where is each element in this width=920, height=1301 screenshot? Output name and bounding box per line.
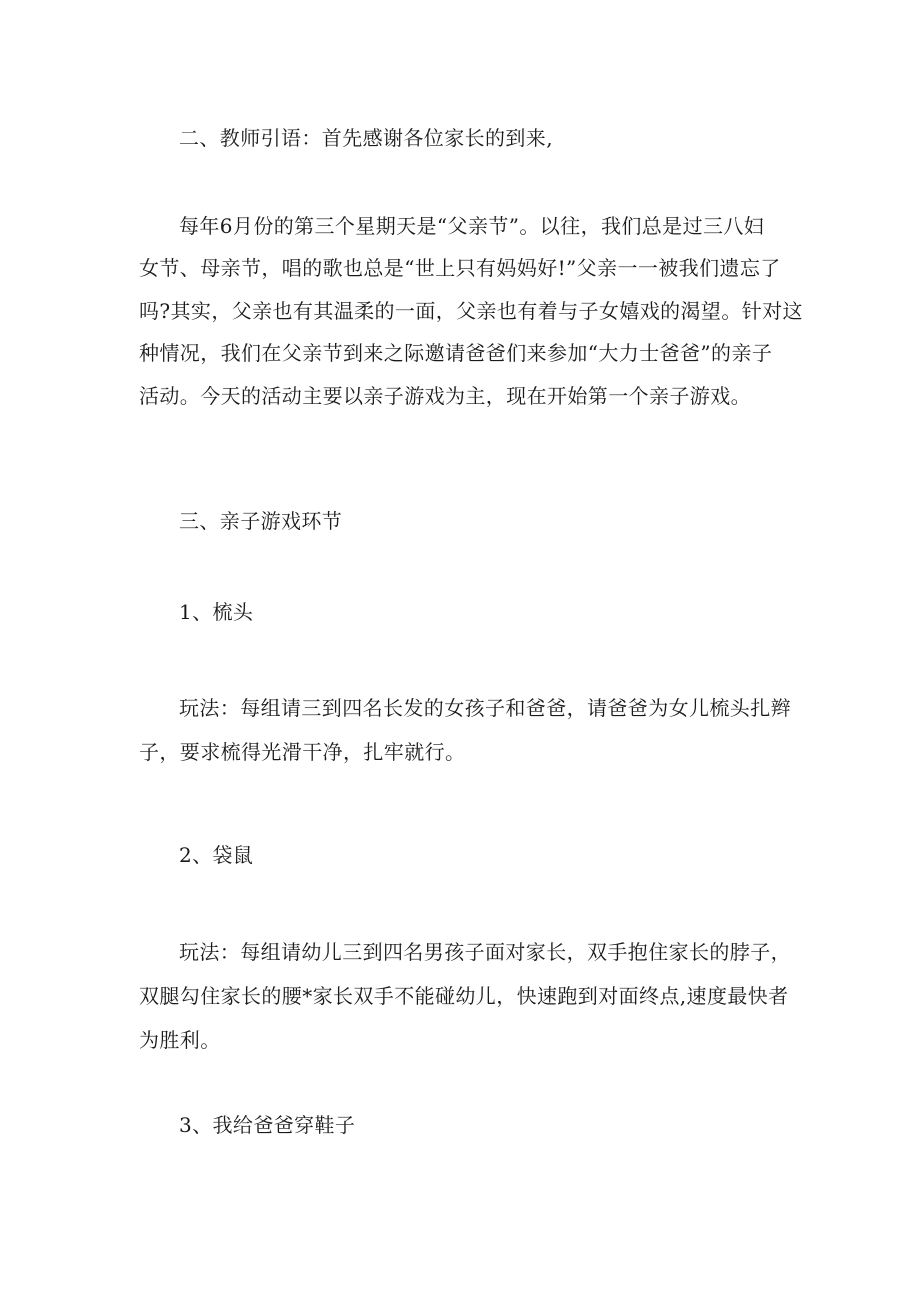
game2-title: 2、袋鼠: [179, 843, 254, 867]
game2-rules-line-2: 双腿勾住家长的腰*家长双手不能碰幼儿，快速跑到对面终点,速度最快者: [139, 984, 789, 1008]
game3-title: 3、我给爸爸穿鞋子: [179, 1113, 356, 1137]
intro-paragraph-line-1: 每年6月份的第三个星期天是“父亲节”。以往，我们总是过三八妇: [179, 214, 765, 238]
game1-title: 1、梳头: [179, 600, 254, 624]
game1-rules-line-2: 子，要求梳得光滑干净，扎牢就行。: [139, 740, 466, 764]
game1-rules-line-1: 玩法：每组请三到四名长发的女孩子和爸爸，请爸爸为女儿梳头扎辫: [179, 696, 791, 720]
section3-heading: 三、亲子游戏环节: [179, 509, 343, 533]
game2-rules-line-1: 玩法：每组请幼儿三到四名男孩子面对家长，双手抱住家长的脖子，: [179, 940, 791, 964]
game2-rules-line-3: 为胜利。: [139, 1028, 221, 1052]
intro-paragraph-line-5: 活动。今天的活动主要以亲子游戏为主，现在开始第一个亲子游戏。: [139, 384, 751, 408]
section2-heading: 二、教师引语：首先感谢各位家长的到来,: [179, 126, 553, 150]
intro-paragraph-line-4: 种情况，我们在父亲节到来之际邀请爸爸们来参加“大力士爸爸”的亲子: [139, 341, 773, 365]
intro-paragraph-line-2: 女节、母亲节，唱的歌也总是“世上只有妈妈好!”父亲一一被我们遗忘了: [139, 256, 781, 280]
intro-paragraph-line-3: 吗?其实，父亲也有其温柔的一面，父亲也有着与子女嬉戏的渴望。针对这: [139, 299, 803, 323]
